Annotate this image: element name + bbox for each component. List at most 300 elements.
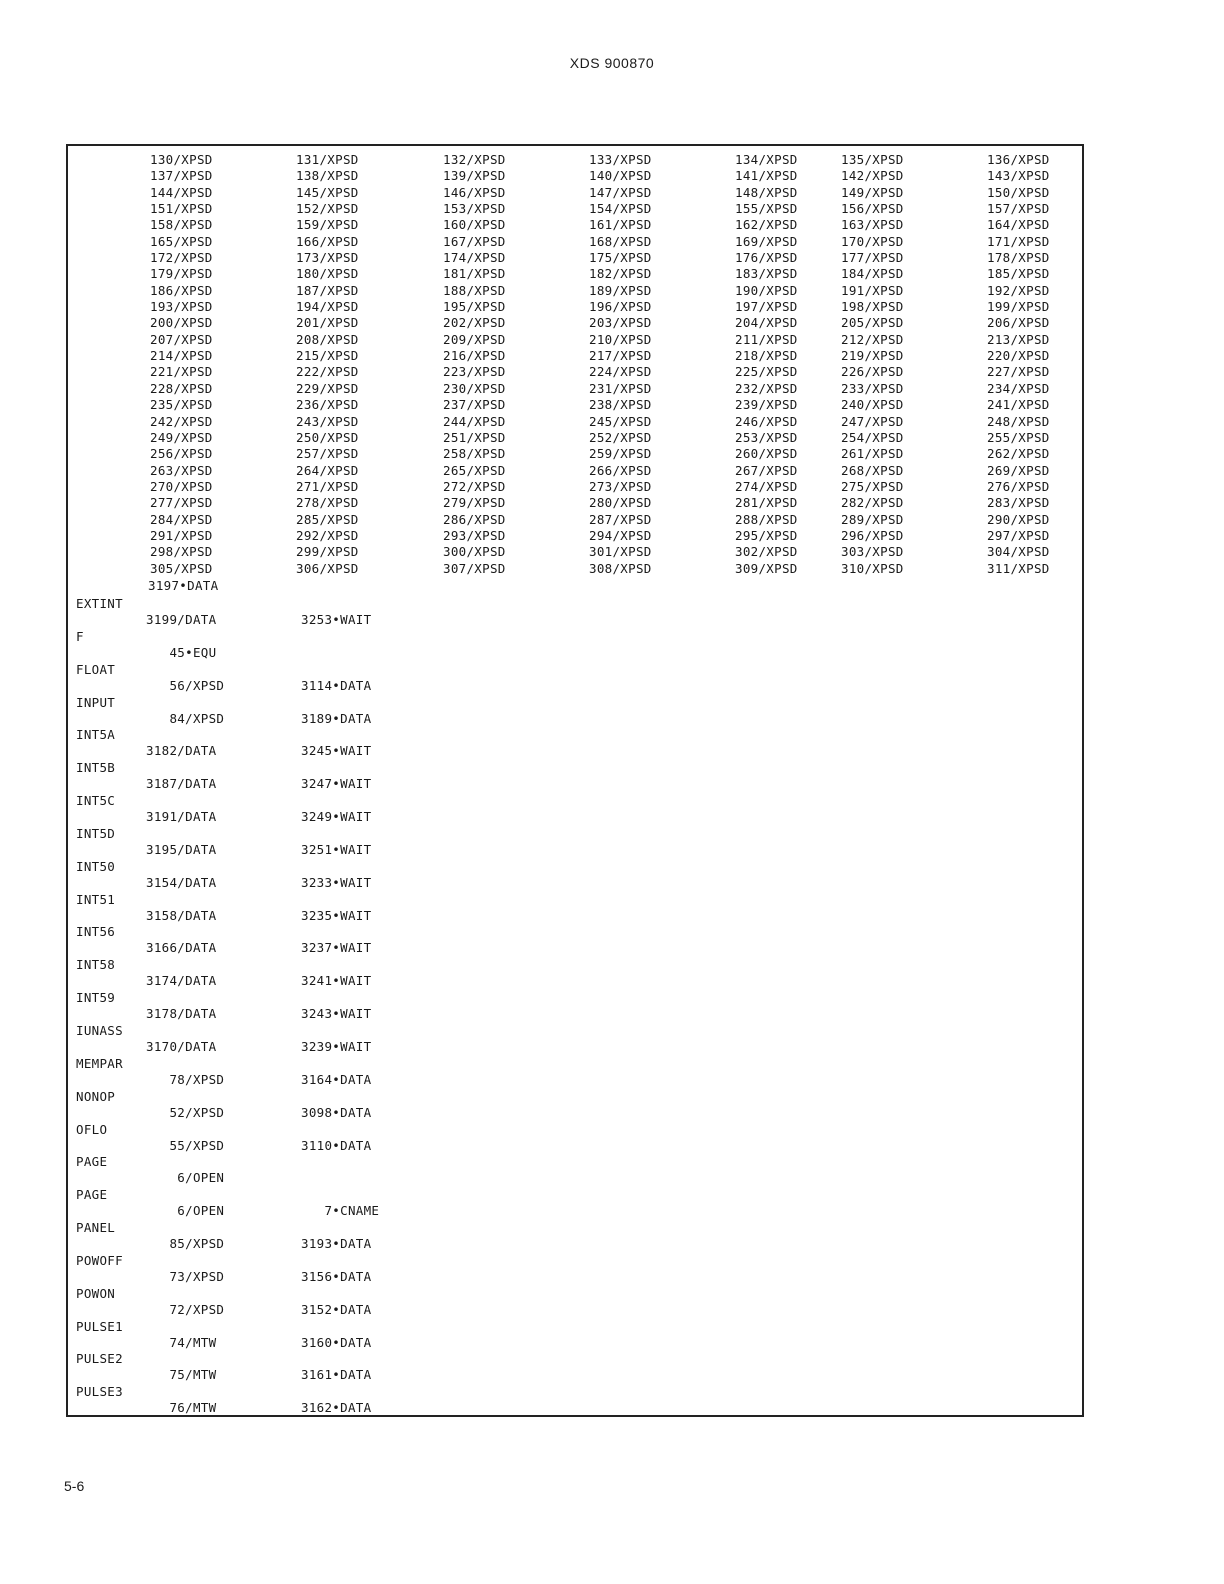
grid-cell: 229/XPSD (296, 380, 359, 396)
grid-cell: 176/XPSD (735, 250, 798, 266)
grid-cell: 216/XPSD (443, 348, 506, 364)
symbol-entry (76, 1122, 776, 1155)
grid-cell: 268/XPSD (841, 462, 904, 478)
grid-cell: 198/XPSD (841, 299, 904, 315)
grid-cell: 303/XPSD (841, 544, 904, 560)
grid-cell: 141/XPSD (735, 168, 798, 184)
grid-cell: 224/XPSD (589, 364, 652, 380)
grid-cell: 222/XPSD (296, 364, 359, 380)
grid-cell: 174/XPSD (443, 250, 506, 266)
grid-cell: 130/XPSD (150, 152, 213, 167)
reference-1: 75/MTW (146, 1367, 217, 1383)
grid-cell: 217/XPSD (589, 348, 652, 364)
grid-row (150, 561, 1078, 577)
grid-row (150, 315, 1078, 331)
grid-cell: 263/XPSD (150, 462, 213, 478)
reference-2: 3189•DATA (301, 710, 372, 726)
grid-cell: 253/XPSD (735, 429, 798, 445)
grid-cell: 165/XPSD (150, 233, 213, 249)
symbol-label: INT5B (76, 760, 116, 776)
grid-cell: 279/XPSD (443, 495, 506, 511)
grid-cell: 242/XPSD (150, 413, 213, 429)
grid-cell: 143/XPSD (987, 168, 1050, 184)
grid-cell: 196/XPSD (589, 299, 652, 315)
grid-cell: 308/XPSD (589, 560, 652, 576)
grid-row (150, 332, 1078, 348)
reference-1: 3154/DATA (146, 874, 217, 890)
symbol-label: INT56 (76, 924, 116, 940)
reference-2: 3160•DATA (301, 1334, 372, 1350)
grid-cell: 148/XPSD (735, 184, 798, 200)
grid-cell: 179/XPSD (150, 266, 213, 282)
grid-cell: 261/XPSD (841, 446, 904, 462)
grid-cell: 272/XPSD (443, 478, 506, 494)
grid-cell: 134/XPSD (735, 152, 798, 167)
xpsd-reference-grid (150, 152, 1078, 577)
symbol-label: POWON (76, 1285, 116, 1301)
grid-row (150, 152, 1078, 168)
reference-2: 3253•WAIT (301, 612, 372, 627)
grid-cell: 139/XPSD (443, 168, 506, 184)
grid-cell: 226/XPSD (841, 364, 904, 380)
reference-2: 3245•WAIT (301, 743, 372, 759)
grid-cell: 271/XPSD (296, 478, 359, 494)
grid-cell: 214/XPSD (150, 348, 213, 364)
grid-cell: 211/XPSD (735, 331, 798, 347)
grid-row (150, 544, 1078, 560)
symbol-entry (76, 892, 776, 925)
grid-cell: 167/XPSD (443, 233, 506, 249)
grid-cell: 153/XPSD (443, 201, 506, 217)
reference-2: 3251•WAIT (301, 841, 372, 857)
grid-cell: 291/XPSD (150, 527, 213, 543)
grid-cell: 160/XPSD (443, 217, 506, 233)
grid-row (150, 479, 1078, 495)
grid-cell: 206/XPSD (987, 315, 1050, 331)
grid-cell: 285/XPSD (296, 511, 359, 527)
grid-row (150, 512, 1078, 528)
grid-cell: 284/XPSD (150, 511, 213, 527)
grid-cell: 223/XPSD (443, 364, 506, 380)
grid-row (150, 266, 1078, 282)
symbol-entry (76, 629, 776, 662)
grid-cell: 201/XPSD (296, 315, 359, 331)
grid-cell: 140/XPSD (589, 168, 652, 184)
grid-cell: 188/XPSD (443, 282, 506, 298)
symbol-label: INPUT (76, 694, 116, 710)
grid-cell: 255/XPSD (987, 429, 1050, 445)
grid-cell: 149/XPSD (841, 184, 904, 200)
reference-1: 3166/DATA (146, 940, 217, 956)
grid-cell: 238/XPSD (589, 397, 652, 413)
grid-cell: 281/XPSD (735, 495, 798, 511)
grid-cell: 246/XPSD (735, 413, 798, 429)
grid-cell: 185/XPSD (987, 266, 1050, 282)
reference-2: 3114•DATA (301, 677, 372, 693)
reference-1: 3182/DATA (146, 743, 217, 759)
reference-1: 3199/DATA (146, 612, 217, 627)
grid-cell: 195/XPSD (443, 299, 506, 315)
grid-row (150, 250, 1078, 266)
grid-row (150, 414, 1078, 430)
grid-cell: 304/XPSD (987, 544, 1050, 560)
grid-cell: 138/XPSD (296, 168, 359, 184)
symbol-entry (76, 990, 776, 1023)
grid-cell: 163/XPSD (841, 217, 904, 233)
grid-cell: 193/XPSD (150, 299, 213, 315)
grid-cell: 241/XPSD (987, 397, 1050, 413)
symbol-label: INT5D (76, 825, 116, 841)
grid-row (150, 299, 1078, 315)
symbol-entry (76, 1023, 776, 1056)
reference-2: 3233•WAIT (301, 874, 372, 890)
grid-cell: 269/XPSD (987, 462, 1050, 478)
symbol-label: FLOAT (76, 661, 116, 677)
grid-cell: 178/XPSD (987, 250, 1050, 266)
grid-row (150, 364, 1078, 380)
grid-cell: 168/XPSD (589, 233, 652, 249)
grid-cell: 307/XPSD (443, 560, 506, 576)
grid-cell: 142/XPSD (841, 168, 904, 184)
grid-cell: 310/XPSD (841, 560, 904, 576)
symbol-entry (76, 859, 776, 892)
reference-1: 3170/DATA (146, 1038, 217, 1054)
grid-cell: 145/XPSD (296, 184, 359, 200)
grid-cell: 236/XPSD (296, 397, 359, 413)
grid-cell: 275/XPSD (841, 478, 904, 494)
symbol-entry (76, 1056, 776, 1089)
grid-cell: 202/XPSD (443, 315, 506, 331)
reference-1: 73/XPSD (146, 1268, 225, 1284)
grid-cell: 213/XPSD (987, 331, 1050, 347)
grid-cell: 209/XPSD (443, 331, 506, 347)
grid-cell: 183/XPSD (735, 266, 798, 282)
symbol-label: EXTINT (76, 596, 123, 611)
grid-cell: 205/XPSD (841, 315, 904, 331)
grid-cell: 190/XPSD (735, 282, 798, 298)
page-number: 5-6 (64, 1478, 85, 1494)
symbol-label: F (76, 628, 84, 644)
grid-cell: 267/XPSD (735, 462, 798, 478)
grid-cell: 212/XPSD (841, 331, 904, 347)
reference-2: 3235•WAIT (301, 907, 372, 923)
symbol-label: OFLO (76, 1121, 108, 1137)
reference-2: 3237•WAIT (301, 940, 372, 956)
reference-1: 45•EQU (146, 644, 217, 660)
symbol-label: INT5A (76, 727, 116, 743)
grid-cell: 146/XPSD (443, 184, 506, 200)
grid-cell: 287/XPSD (589, 511, 652, 527)
reference-1: 52/XPSD (146, 1104, 225, 1120)
grid-cell: 288/XPSD (735, 511, 798, 527)
grid-cell: 257/XPSD (296, 446, 359, 462)
symbol-label: INT58 (76, 957, 116, 973)
reference-2: 3156•DATA (301, 1268, 372, 1284)
grid-cell: 283/XPSD (987, 495, 1050, 511)
grid-cell: 192/XPSD (987, 282, 1050, 298)
reference-1: 3158/DATA (146, 907, 217, 923)
grid-cell: 175/XPSD (589, 250, 652, 266)
grid-cell: 156/XPSD (841, 201, 904, 217)
grid-cell: 155/XPSD (735, 201, 798, 217)
symbol-entry (76, 596, 776, 629)
grid-cell: 173/XPSD (296, 250, 359, 266)
grid-row (150, 283, 1078, 299)
grid-cell: 300/XPSD (443, 544, 506, 560)
grid-cell: 147/XPSD (589, 184, 652, 200)
reference-1: 6/OPEN (146, 1203, 225, 1219)
grid-cell: 260/XPSD (735, 446, 798, 462)
symbol-entry (76, 1286, 776, 1319)
symbol-label: INT50 (76, 858, 116, 874)
symbol-reference-list (76, 596, 776, 1417)
reference-2: 3239•WAIT (301, 1038, 372, 1054)
grid-cell: 169/XPSD (735, 233, 798, 249)
grid-cell: 248/XPSD (987, 413, 1050, 429)
reference-2: 3247•WAIT (301, 776, 372, 792)
symbol-entry (76, 1351, 776, 1384)
grid-cell: 297/XPSD (987, 527, 1050, 543)
grid-cell: 311/XPSD (987, 560, 1050, 576)
symbol-entry (76, 826, 776, 859)
grid-cell: 244/XPSD (443, 413, 506, 429)
grid-cell: 289/XPSD (841, 511, 904, 527)
grid-cell: 151/XPSD (150, 201, 213, 217)
symbol-entry (76, 1384, 776, 1417)
reference-1: 3195/DATA (146, 841, 217, 857)
grid-cell: 135/XPSD (841, 152, 904, 167)
grid-cell: 273/XPSD (589, 478, 652, 494)
symbol-entry (76, 924, 776, 957)
symbol-entry (76, 695, 776, 728)
grid-cell: 302/XPSD (735, 544, 798, 560)
grid-cell: 231/XPSD (589, 380, 652, 396)
grid-cell: 259/XPSD (589, 446, 652, 462)
grid-row (150, 463, 1078, 479)
grid-row (150, 185, 1078, 201)
symbol-label: IUNASS (76, 1022, 123, 1038)
reference-1: 3178/DATA (146, 1006, 217, 1022)
grid-cell: 166/XPSD (296, 233, 359, 249)
reference-1: 76/MTW (146, 1400, 217, 1416)
grid-cell: 161/XPSD (589, 217, 652, 233)
reference-2: 3162•DATA (301, 1400, 372, 1416)
symbol-entry (76, 727, 776, 760)
reference-1: 84/XPSD (146, 710, 225, 726)
grid-cell: 309/XPSD (735, 560, 798, 576)
symbol-label: PAGE (76, 1187, 108, 1203)
symbol-label: PULSE3 (76, 1384, 123, 1400)
reference-1: 3174/DATA (146, 973, 217, 989)
grid-cell: 228/XPSD (150, 380, 213, 396)
reference-1: 85/XPSD (146, 1236, 225, 1252)
grid-cell: 159/XPSD (296, 217, 359, 233)
grid-cell: 225/XPSD (735, 364, 798, 380)
grid-cell: 295/XPSD (735, 527, 798, 543)
grid-cell: 207/XPSD (150, 331, 213, 347)
grid-cell: 294/XPSD (589, 527, 652, 543)
symbol-label: MEMPAR (76, 1055, 123, 1071)
reference-2: 3164•DATA (301, 1071, 372, 1087)
grid-cell: 187/XPSD (296, 282, 359, 298)
reference-2: 3161•DATA (301, 1367, 372, 1383)
grid-row (150, 381, 1078, 397)
grid-cell: 181/XPSD (443, 266, 506, 282)
grid-cell: 306/XPSD (296, 560, 359, 576)
grid-cell: 204/XPSD (735, 315, 798, 331)
grid-row (150, 234, 1078, 250)
grid-cell: 208/XPSD (296, 331, 359, 347)
reference-1: 56/XPSD (146, 677, 225, 693)
grid-cell: 301/XPSD (589, 544, 652, 560)
symbol-entry (76, 793, 776, 826)
symbol-entry (76, 662, 776, 695)
grid-cell: 194/XPSD (296, 299, 359, 315)
symbol-label: NONOP (76, 1088, 116, 1104)
grid-cell: 232/XPSD (735, 380, 798, 396)
grid-cell: 266/XPSD (589, 462, 652, 478)
reference-1: 3191/DATA (146, 809, 217, 825)
grid-row (150, 217, 1078, 233)
symbol-entry (76, 760, 776, 793)
grid-row (150, 446, 1078, 462)
grid-cell: 158/XPSD (150, 217, 213, 233)
symbol-label: PAGE (76, 1154, 108, 1170)
symbol-label: INT51 (76, 891, 116, 907)
grid-cell: 299/XPSD (296, 544, 359, 560)
grid-cell: 298/XPSD (150, 544, 213, 560)
reference-1: 72/XPSD (146, 1301, 225, 1317)
reference-1: 55/XPSD (146, 1137, 225, 1153)
grid-cell: 235/XPSD (150, 397, 213, 413)
grid-cell: 191/XPSD (841, 282, 904, 298)
symbol-entry (76, 957, 776, 990)
grid-cell: 170/XPSD (841, 233, 904, 249)
grid-cell: 249/XPSD (150, 429, 213, 445)
symbol-label: PANEL (76, 1220, 116, 1236)
grid-cell: 234/XPSD (987, 380, 1050, 396)
grid-cell: 132/XPSD (443, 152, 506, 167)
symbol-label: PULSE1 (76, 1318, 123, 1334)
grid-cell: 252/XPSD (589, 429, 652, 445)
grid-cell: 245/XPSD (589, 413, 652, 429)
grid-cell: 154/XPSD (589, 201, 652, 217)
symbol-label: INT5C (76, 793, 116, 809)
grid-cell: 305/XPSD (150, 560, 213, 576)
grid-row (150, 495, 1078, 511)
grid-cell: 254/XPSD (841, 429, 904, 445)
reference-2: 3249•WAIT (301, 809, 372, 825)
grid-cell: 250/XPSD (296, 429, 359, 445)
grid-cell: 277/XPSD (150, 495, 213, 511)
symbol-entry (76, 1319, 776, 1352)
grid-row (150, 528, 1078, 544)
reference-2: 3152•DATA (301, 1301, 372, 1317)
grid-cell: 150/XPSD (987, 184, 1050, 200)
grid-cell: 189/XPSD (589, 282, 652, 298)
grid-row (150, 168, 1078, 184)
grid-cell: 152/XPSD (296, 201, 359, 217)
grid-cell: 290/XPSD (987, 511, 1050, 527)
symbol-label: POWOFF (76, 1252, 123, 1268)
grid-cell: 262/XPSD (987, 446, 1050, 462)
grid-cell: 220/XPSD (987, 348, 1050, 364)
reference-1: 74/MTW (146, 1334, 217, 1350)
reference-1: 3187/DATA (146, 776, 217, 792)
grid-row (150, 348, 1078, 364)
symbol-entry (76, 1220, 776, 1253)
grid-cell: 243/XPSD (296, 413, 359, 429)
grid-cell: 258/XPSD (443, 446, 506, 462)
grid-cell: 157/XPSD (987, 201, 1050, 217)
grid-row (150, 430, 1078, 446)
grid-tail-reference: 3197•DATA (148, 578, 219, 593)
symbol-entry (76, 1187, 776, 1220)
grid-cell: 230/XPSD (443, 380, 506, 396)
symbol-label: PULSE2 (76, 1351, 123, 1367)
grid-cell: 280/XPSD (589, 495, 652, 511)
grid-cell: 256/XPSD (150, 446, 213, 462)
grid-cell: 137/XPSD (150, 168, 213, 184)
grid-cell: 199/XPSD (987, 299, 1050, 315)
grid-cell: 210/XPSD (589, 331, 652, 347)
grid-cell: 237/XPSD (443, 397, 506, 413)
grid-cell: 133/XPSD (589, 152, 652, 167)
grid-row (150, 201, 1078, 217)
grid-cell: 265/XPSD (443, 462, 506, 478)
grid-cell: 276/XPSD (987, 478, 1050, 494)
grid-cell: 233/XPSD (841, 380, 904, 396)
grid-cell: 296/XPSD (841, 527, 904, 543)
grid-cell: 162/XPSD (735, 217, 798, 233)
reference-1: 78/XPSD (146, 1071, 225, 1087)
reference-2: 7•CNAME (301, 1203, 380, 1219)
reference-2: 3243•WAIT (301, 1006, 372, 1022)
grid-cell: 197/XPSD (735, 299, 798, 315)
grid-cell: 286/XPSD (443, 511, 506, 527)
grid-cell: 180/XPSD (296, 266, 359, 282)
grid-cell: 186/XPSD (150, 282, 213, 298)
reference-2: 3193•DATA (301, 1236, 372, 1252)
reference-2: 3241•WAIT (301, 973, 372, 989)
grid-cell: 251/XPSD (443, 429, 506, 445)
symbol-label: INT59 (76, 990, 116, 1006)
listing-frame (66, 144, 1084, 1417)
grid-cell: 219/XPSD (841, 348, 904, 364)
grid-cell: 215/XPSD (296, 348, 359, 364)
grid-cell: 293/XPSD (443, 527, 506, 543)
grid-cell: 200/XPSD (150, 315, 213, 331)
grid-cell: 172/XPSD (150, 250, 213, 266)
grid-cell: 264/XPSD (296, 462, 359, 478)
symbol-entry (76, 1089, 776, 1122)
grid-cell: 274/XPSD (735, 478, 798, 494)
grid-cell: 203/XPSD (589, 315, 652, 331)
grid-cell: 164/XPSD (987, 217, 1050, 233)
grid-cell: 227/XPSD (987, 364, 1050, 380)
grid-row (150, 397, 1078, 413)
grid-cell: 247/XPSD (841, 413, 904, 429)
symbol-entry (76, 1154, 776, 1187)
reference-2: 3110•DATA (301, 1137, 372, 1153)
grid-cell: 131/XPSD (296, 152, 359, 167)
grid-cell: 136/XPSD (987, 152, 1050, 167)
grid-cell: 218/XPSD (735, 348, 798, 364)
grid-cell: 184/XPSD (841, 266, 904, 282)
grid-cell: 239/XPSD (735, 397, 798, 413)
page-header: XDS 900870 (569, 55, 655, 71)
grid-cell: 221/XPSD (150, 364, 213, 380)
